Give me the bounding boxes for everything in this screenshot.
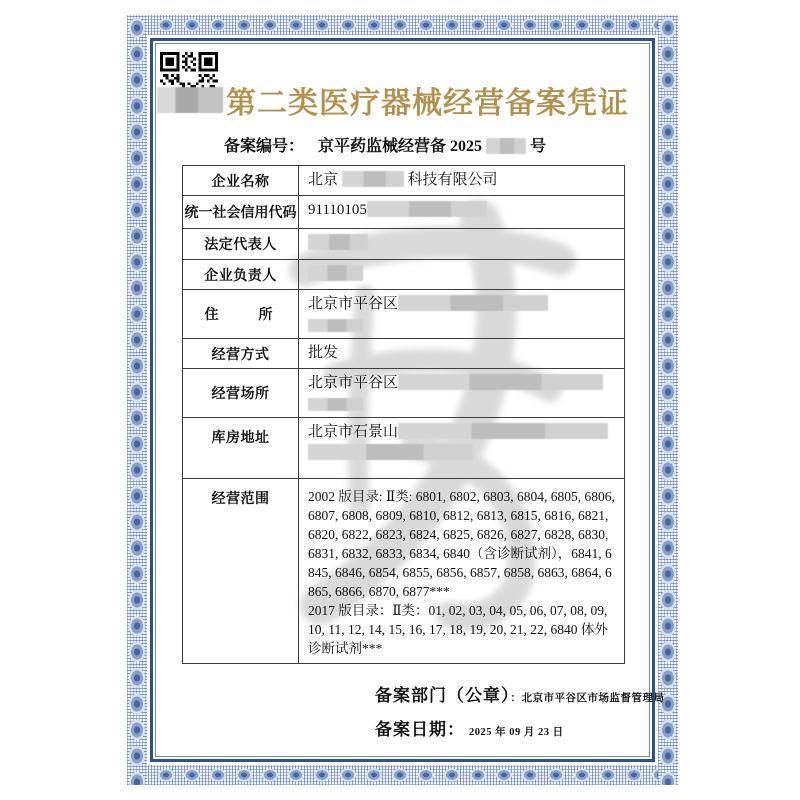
premises-cell (299, 369, 625, 418)
filing-number-line (224, 133, 546, 156)
legal-rep-cell (299, 229, 625, 260)
redacted-blur (398, 423, 608, 439)
scope-2017: 2017 版目录：Ⅱ类：01, 02, 03, 04, 05, 06, 07, 08, 09, 10, 11, 12, 14, 15, 16, 17, 18, 19, 20, 21, 22, 6840 体外诊断试剂*** (308, 603, 608, 656)
filing-date-line (375, 715, 564, 740)
border-strip-right (658, 15, 678, 785)
certificate-info-table (182, 165, 625, 664)
redacted-blur (308, 319, 363, 332)
redacted-blur (308, 444, 473, 460)
border-strip-top (127, 15, 678, 35)
filing-number-prefix: 京平药监械经营备 2025 (318, 138, 483, 155)
credit-code-cell (299, 196, 625, 229)
row-label: 企业名称 (183, 166, 299, 196)
redacted-blur (342, 171, 404, 187)
business-mode-cell: 批发 (299, 339, 625, 369)
border-strip-left (127, 15, 147, 785)
filing-date-value: 2025 年 09 月 23 日 (469, 727, 564, 738)
table-row (183, 479, 625, 664)
redacted-blur (308, 265, 363, 281)
redacted-blur (367, 201, 487, 217)
filing-department-value: ：北京市平谷区市场监督管理局 (510, 693, 665, 704)
table-row (183, 290, 625, 339)
credit-code: 91110105 (308, 202, 367, 218)
redacted-blur (308, 234, 368, 250)
redacted-blur (157, 87, 223, 113)
filing-date-label: 备案日期： (375, 720, 465, 739)
redacted-blur (308, 398, 363, 411)
border-strip-bottom (127, 765, 678, 785)
table-row (183, 229, 625, 260)
row-label: 住 所 (183, 290, 299, 339)
filing-department-label: 备案部门（公章） (375, 686, 511, 705)
certificate-title: 第二类医疗器械经营备案凭证 (226, 87, 629, 120)
business-scope-cell (299, 479, 625, 664)
address-prefix: 北京市平谷区 (308, 296, 399, 312)
redacted-blur (486, 138, 526, 154)
table-row (183, 196, 625, 229)
row-label: 统一社会信用代码 (183, 196, 299, 229)
row-label: 库房地址 (183, 418, 299, 479)
filing-number-label: 备案编号： (224, 138, 305, 155)
table-row (183, 418, 625, 479)
table-row (183, 339, 625, 369)
company-suffix: 科技有限公司 (407, 172, 498, 188)
manager-cell (299, 260, 625, 290)
table-row (183, 369, 625, 418)
filing-department-line (375, 681, 665, 706)
address-cell (299, 290, 625, 339)
filing-number-suffix: 号 (530, 138, 547, 155)
redacted-blur (398, 295, 548, 311)
warehouse-prefix: 北京市石景山 (308, 424, 399, 440)
company-prefix: 北京 (308, 172, 339, 188)
row-label: 经营范围 (183, 479, 299, 664)
company-name-cell (299, 166, 625, 196)
row-label: 企业负责人 (183, 260, 299, 290)
row-label: 法定代表人 (183, 229, 299, 260)
premises-prefix: 北京市平谷区 (308, 375, 399, 391)
table-row (183, 166, 625, 196)
row-label: 经营场所 (183, 369, 299, 418)
redacted-blur (398, 374, 603, 390)
table-row (183, 260, 625, 290)
scope-2002: 2002 版目录: Ⅱ类: 6801, 6802, 6803, 6804, 6805, 6806, 6807, 6808, 6809, 6810, 6812, 6813, 6815, 6816, 6821, 6820, 6822, 6823, 6824, 6825, 6826, 6827, 6828, 6830, 6831, 6832, 6833, 6834, 6840（含诊断试剂），6841, 6845, 6846, 6854, 6855, 6856, 6857, 6858, 6863, 6864, 6865, 6866, 6870, 6877*** (308, 489, 615, 599)
row-label: 经营方式 (183, 339, 299, 369)
warehouse-cell (299, 418, 625, 479)
